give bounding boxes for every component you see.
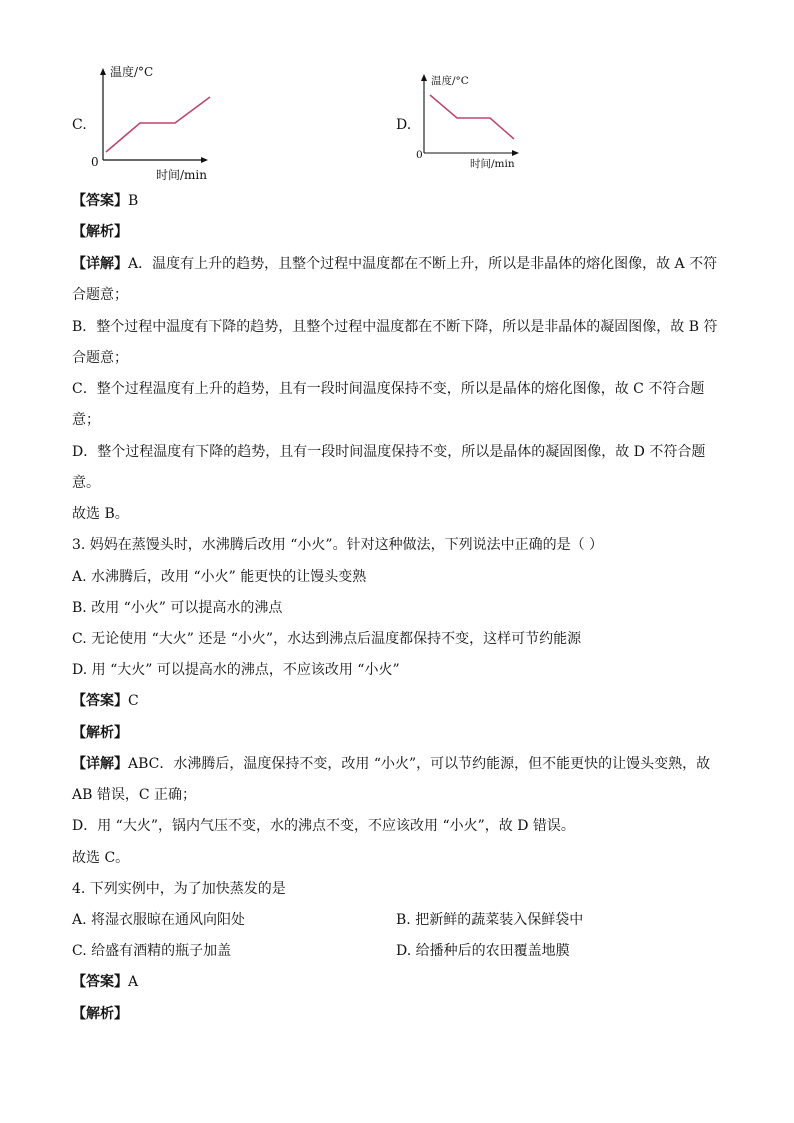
q3-detail-line: 【详解】ABC．水沸腾后，温度保持不变，改用 “小火”，可以节约能源，但不能更快的让馒头变熟，故 xyxy=(72,756,711,772)
q2-conclusion: 故选 B。 xyxy=(72,506,129,522)
q2-detail-line: 意； xyxy=(72,412,100,428)
graph-d-origin: 0 xyxy=(416,149,423,161)
q2-detail-line: 【详解】A．温度有上升的趋势，且整个过程中温度都在不断上升，所以是非晶体的熔化图像，故 A 不符 xyxy=(72,256,718,272)
graph-d-curve xyxy=(430,95,514,139)
q2-answer: 【答案】B xyxy=(72,193,139,209)
q4-option-d: D. 给播种后的农田覆盖地膜 xyxy=(396,943,570,959)
q4-answer: 【答案】A xyxy=(72,974,139,990)
option-c-label: C. xyxy=(72,117,87,133)
graph-c xyxy=(88,60,228,185)
graph-c-origin: 0 xyxy=(91,155,99,169)
q2-detail-line: D．整个过程温度有下降的趋势，且有一段时间温度保持不变，所以是晶体的凝固图像，故 D 不符合题 xyxy=(72,444,706,460)
q3-conclusion: 故选 C。 xyxy=(72,850,130,866)
q3-option-d: D. 用 “大火” 可以提高水的沸点，不应该改用 “小火” xyxy=(72,662,400,678)
q4-option-c: C. 给盛有酒精的瓶子加盖 xyxy=(72,943,232,959)
q3-detail-line: D．用 “大火”，锅内气压不变，水的沸点不变，不应该改用 “小火”，故 D 错误。 xyxy=(72,818,575,834)
graph-c-xlabel: 时间/min xyxy=(156,168,207,182)
q4-option-b: B. 把新鲜的蔬菜装入保鲜袋中 xyxy=(396,912,584,928)
q2-detail-line: 合题意； xyxy=(72,287,128,303)
graph-c-ylabel: 温度/°C xyxy=(110,65,154,79)
q2-detail-line: 合题意； xyxy=(72,350,128,366)
graph-c-curve xyxy=(106,97,210,152)
q3-analysis-tag: 【解析】 xyxy=(72,725,128,741)
q4-analysis-tag: 【解析】 xyxy=(72,1006,128,1022)
q3-answer: 【答案】C xyxy=(72,693,139,709)
q3-stem: 3. 妈妈在蒸馒头时，水沸腾后改用 “小火”。针对这种做法，下列说法中正确的是（ ） xyxy=(72,537,604,553)
q4-option-a: A. 将湿衣服晾在通风向阳处 xyxy=(72,912,246,928)
q3-option-b: B. 改用 “小火” 可以提高水的沸点 xyxy=(72,600,283,616)
graph-d-ylabel: 温度/°C xyxy=(431,75,469,87)
q2-analysis-tag: 【解析】 xyxy=(72,224,128,240)
q3-option-a: A. 水沸腾后，改用 “小火” 能更快的让馒头变熟 xyxy=(72,569,367,585)
graph-d-xlabel: 时间/min xyxy=(470,158,515,170)
q2-detail-line: C．整个过程温度有上升的趋势，且有一段时间温度保持不变，所以是晶体的熔化图像，故 C 不符合题 xyxy=(72,381,705,397)
graph-d xyxy=(410,70,530,175)
q4-stem: 4. 下列实例中，为了加快蒸发的是 xyxy=(72,881,286,897)
q2-detail-line: B．整个过程中温度有下降的趋势，且整个过程中温度都在不断下降，所以是非晶体的凝固图像，故 B 符 xyxy=(72,319,718,335)
q2-detail-line: 意。 xyxy=(72,475,100,491)
q3-option-c: C. 无论使用 “大火” 还是 “小火”，水达到沸点后温度都保持不变，这样可节约能源 xyxy=(72,631,582,647)
q3-detail-line: AB 错误，C 正确； xyxy=(72,787,197,803)
option-d-label: D. xyxy=(396,117,412,133)
